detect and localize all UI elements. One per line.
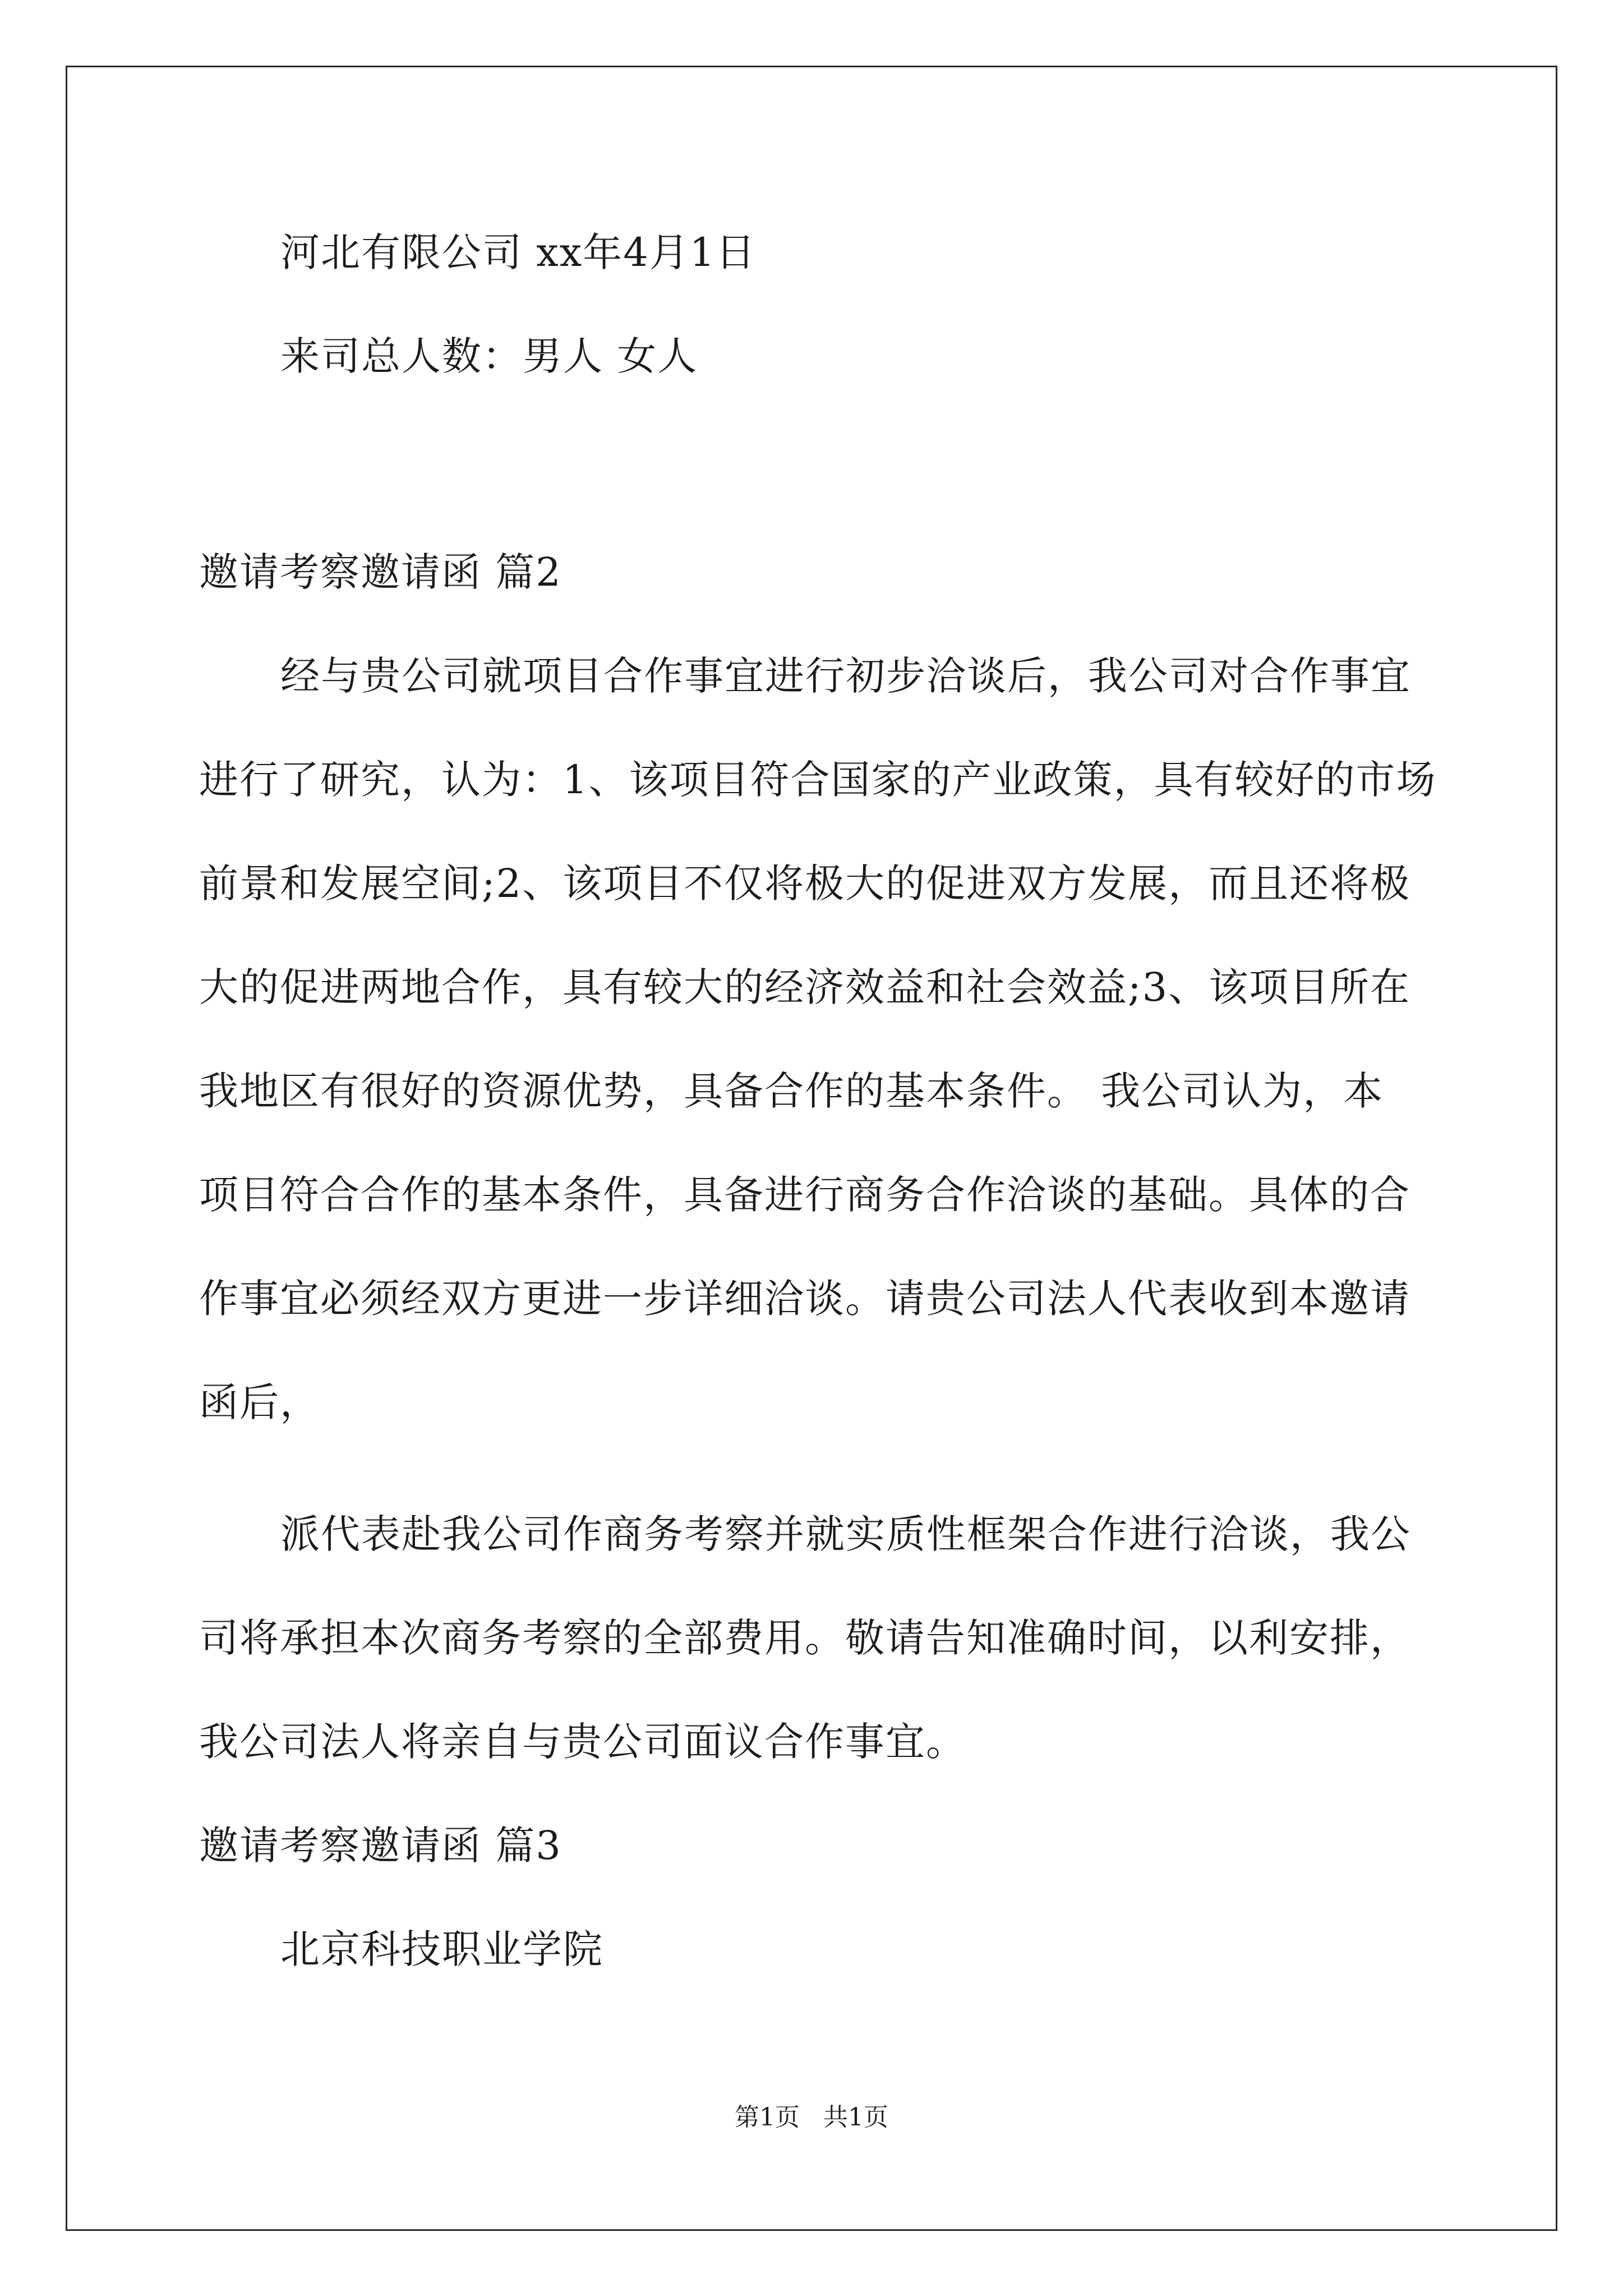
section2-paragraph1-line: 我地区有很好的资源优势，具备合作的基本条件。 我公司认为，本 [199,1068,1384,1114]
company-date-line: 河北有限公司 xx年4月1日 [280,229,757,275]
section2-paragraph2-line: 司将承担本次商务考察的全部费用。敬请告知准确时间，以利安排， [199,1615,1410,1661]
section2-heading: 邀请考察邀请函 篇2 [199,549,562,595]
section3-recipient: 北京科技职业学院 [280,1926,603,1972]
section2-paragraph1-line: 大的促进两地合作，具有较大的经济效益和社会效益;3、该项目所在 [199,964,1411,1010]
page-border [66,66,1557,2231]
section2-paragraph1-line: 进行了研究，认为：1、该项目符合国家的产业政策，具有较好的市场 [199,757,1437,803]
section2-paragraph1-line: 函后， [199,1379,320,1425]
section2-paragraph1-line: 前景和发展空间;2、该项目不仅将极大的促进双方发展，而且还将极 [199,861,1411,907]
section2-paragraph2-line: 派代表赴我公司作商务考察并就实质性框架合作进行洽谈，我公 [280,1511,1411,1557]
section2-paragraph1-line: 作事宜必须经双方更进一步详细洽谈。请贵公司法人代表收到本邀请 [199,1276,1410,1322]
section2-paragraph2-line: 我公司法人将亲自与贵公司面议合作事宜。 [199,1719,966,1765]
section2-paragraph1-line: 经与贵公司就项目合作事宜进行初步洽谈后，我公司对合作事宜 [280,653,1411,699]
total-people-line: 来司总人数：男人 女人 [280,333,698,379]
page-footer: 第1页 共1页 [735,2103,888,2132]
section2-paragraph1-line: 项目符合合作的基本条件，具备进行商务合作洽谈的基础。具体的合 [199,1172,1410,1218]
section3-heading: 邀请考察邀请函 篇3 [199,1823,562,1869]
